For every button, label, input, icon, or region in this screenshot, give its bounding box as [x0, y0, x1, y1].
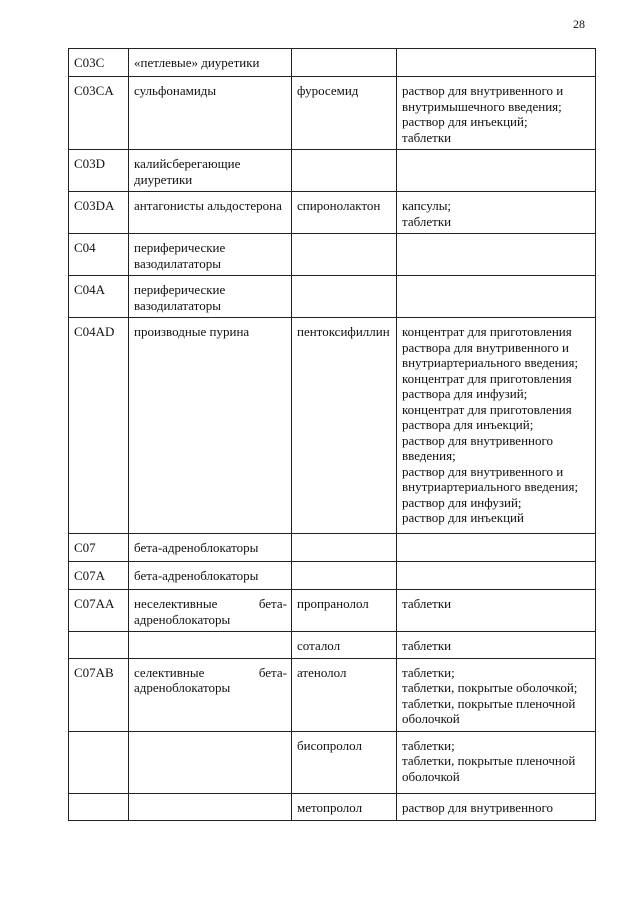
dosage-forms-cell — [397, 318, 596, 534]
drug-name-cell — [292, 276, 397, 318]
group-name-cell — [129, 731, 292, 793]
dosage-form-item: раствор для инъекций — [402, 510, 524, 525]
dosage-forms-cell — [397, 793, 596, 820]
group-name-cell: бета-адреноблокаторы — [129, 562, 292, 590]
drug-name-cell: пентоксифиллин — [292, 318, 397, 534]
drug-name-cell: атенолол — [292, 658, 397, 731]
table-row — [69, 731, 596, 793]
dosage-form-item: раствор для внутривенного и внутриартериального введения; — [402, 463, 579, 494]
drug-name-cell: пропранолол — [292, 590, 397, 632]
dosage-form-item: раствор для инъекций; — [402, 114, 528, 129]
atc-code-cell: C07 — [69, 534, 129, 562]
table-row — [69, 234, 596, 276]
dosage-forms-cell — [397, 562, 596, 590]
dosage-form-item: таблетки; — [402, 664, 455, 680]
table-body — [69, 49, 596, 821]
table-row — [69, 562, 596, 590]
dosage-form-item: раствор для инфузий; — [402, 494, 522, 510]
table-row — [69, 77, 596, 150]
drug-name-cell: спиронолактон — [292, 192, 397, 234]
table-row — [69, 590, 596, 632]
group-name-cell — [129, 632, 292, 659]
atc-code-cell: C03D — [69, 150, 129, 192]
dosage-form-item: таблетки, покрытые пленочной оболочкой — [402, 753, 576, 784]
dosage-forms-cell — [397, 150, 596, 192]
table-row — [69, 150, 596, 192]
atc-code-cell — [69, 731, 129, 793]
atc-code-cell: C03DA — [69, 192, 129, 234]
group-name-cell: селективные бета-адреноблокаторы — [129, 658, 292, 731]
dosage-form-item: концентрат для приготовления раствора для внутривенного и внутриартериального введения; — [402, 324, 579, 370]
atc-code-cell — [69, 632, 129, 659]
dosage-form-item: таблетки — [402, 129, 452, 145]
atc-code-cell: C07AA — [69, 590, 129, 632]
dosage-form-item: раствор для внутривенного введения; — [402, 432, 553, 463]
group-name-cell: производные пурина — [129, 318, 292, 534]
group-name-cell — [129, 793, 292, 820]
table-row — [69, 318, 596, 534]
atc-code-cell: C04 — [69, 234, 129, 276]
drug-name-cell: соталол — [292, 632, 397, 659]
drug-name-cell — [292, 234, 397, 276]
dosage-form-item: таблетки; — [402, 737, 455, 753]
dosage-form-item: раствор для внутривенного — [402, 799, 553, 815]
group-name-cell: антагонисты альдостерона — [129, 192, 292, 234]
table-row — [69, 534, 596, 562]
dosage-forms-cell — [397, 234, 596, 276]
group-name-cell: калийсберегающие диуретики — [129, 150, 292, 192]
drug-name-cell — [292, 534, 397, 562]
drug-name-cell — [292, 49, 397, 77]
group-name-cell: неселективные бета-адреноблокаторы — [129, 590, 292, 632]
dosage-forms-cell — [397, 192, 596, 234]
medication-table — [68, 48, 596, 821]
dosage-form-item: таблетки — [402, 638, 452, 653]
atc-code-cell — [69, 793, 129, 820]
table-row — [69, 49, 596, 77]
group-name-cell: периферические вазодилататоры — [129, 276, 292, 318]
dosage-form-item: таблетки, покрытые пленочной оболочкой — [402, 695, 576, 726]
dosage-form-item: таблетки — [402, 596, 452, 611]
atc-code-cell: C03C — [69, 49, 129, 77]
dosage-form-item: концентрат для приготовления раствора для инфузий; — [402, 370, 572, 401]
group-name-cell: «петлевые» диуретики — [129, 49, 292, 77]
dosage-forms-cell — [397, 658, 596, 731]
page-number: 28 — [573, 17, 585, 31]
dosage-forms-cell — [397, 77, 596, 150]
group-name-cell: сульфонамиды — [129, 77, 292, 150]
table-row — [69, 658, 596, 731]
drug-name-cell: метопролол — [292, 793, 397, 820]
drug-name-cell — [292, 562, 397, 590]
dosage-forms-cell — [397, 632, 596, 659]
dosage-form-item: таблетки — [402, 213, 452, 229]
dosage-forms-cell — [397, 731, 596, 793]
atc-code-cell: C03CA — [69, 77, 129, 150]
dosage-forms-cell — [397, 276, 596, 318]
dosage-forms-cell — [397, 590, 596, 632]
atc-code-cell: C04AD — [69, 318, 129, 534]
dosage-form-item: таблетки, покрытые оболочкой; — [402, 680, 578, 695]
group-name-cell: периферические вазодилататоры — [129, 234, 292, 276]
dosage-forms-cell — [397, 49, 596, 77]
drug-name-cell: бисопролол — [292, 731, 397, 793]
atc-code-cell: C07A — [69, 562, 129, 590]
dosage-form-item: раствор для внутривенного и внутримышечного введения; — [402, 83, 564, 114]
dosage-form-item: капсулы; — [402, 198, 452, 213]
table-row — [69, 276, 596, 318]
atc-code-cell: C07AB — [69, 658, 129, 731]
dosage-form-item: концентрат для приготовления раствора для инъекций; — [402, 401, 572, 432]
dosage-forms-cell — [397, 534, 596, 562]
table-row — [69, 632, 596, 659]
drug-name-cell — [292, 150, 397, 192]
table-row — [69, 793, 596, 820]
table-row — [69, 192, 596, 234]
atc-code-cell: C04A — [69, 276, 129, 318]
drug-name-cell: фуросемид — [292, 77, 397, 150]
group-name-cell: бета-адреноблокаторы — [129, 534, 292, 562]
